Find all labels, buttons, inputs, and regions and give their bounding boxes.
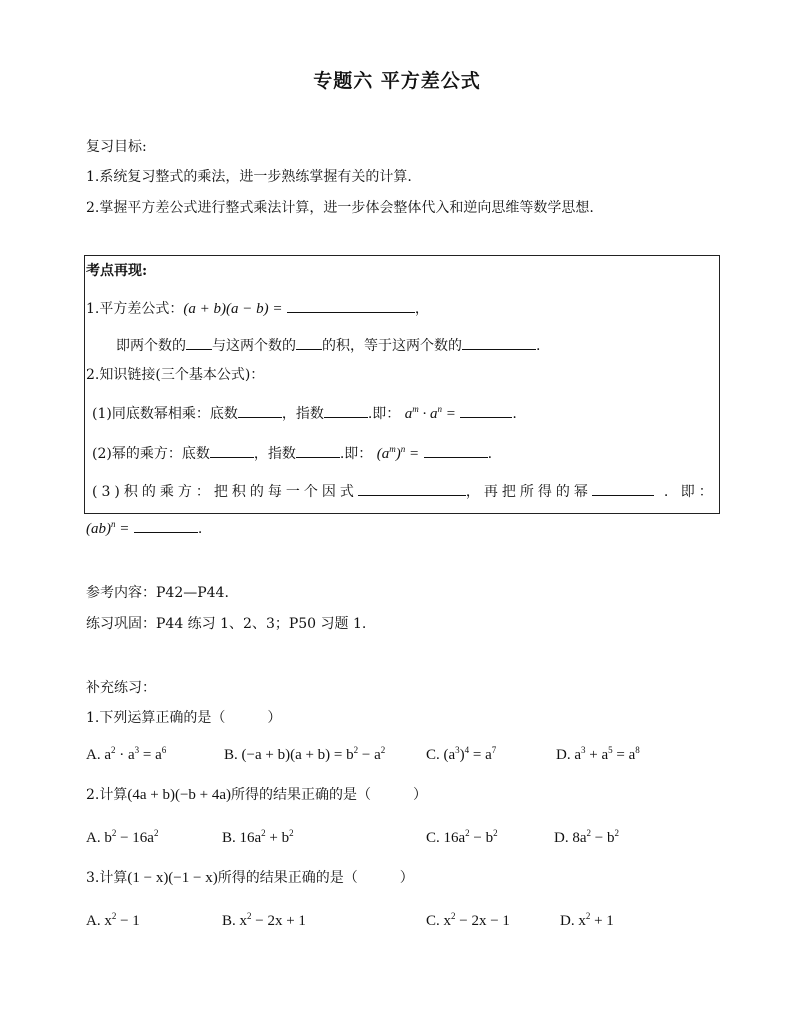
q1-option-a: A. $a^2 \cdot a^3 = a^6$ <box>86 745 167 763</box>
goals-heading: 复习目标: <box>86 139 147 155</box>
formula-label: 1.平方差公式： <box>86 301 184 317</box>
q2-option-a: A. $b^2 - 16a^2$ <box>86 828 159 846</box>
q3-stem-b: 所得的结果正确的是（ ） <box>217 870 414 886</box>
rule1-text-b: ，指数 <box>281 406 324 422</box>
q3-option-b: B. $x^2 - 2x + 1$ <box>222 911 306 929</box>
q2-stem-expression: (4a + b)(−b + 4a) <box>127 787 232 803</box>
q2-stem-a: 2.计算 <box>86 787 128 803</box>
explain-text-c: 的积，等于这两个数的 <box>322 338 462 354</box>
blank-rule1-result <box>460 403 512 418</box>
q1-option-d: D. $a^3 + a^5 = a^8$ <box>556 745 640 763</box>
q2-option-c: C. $16a^2 - b^2$ <box>426 828 498 846</box>
rule1-period: . <box>512 406 517 422</box>
explain-text-a: 即两个数的 <box>116 338 186 354</box>
rule3-text-b: ，再把所得的幂 <box>465 484 592 500</box>
explain-text-b: 与这两个数的 <box>212 338 296 354</box>
blank-explain-1 <box>186 335 212 350</box>
rule-1 <box>92 403 517 423</box>
goal-item-2: 2.掌握平方差公式进行整式乘法计算，进一步体会整体代入和逆向思维等数学思想. <box>86 200 594 216</box>
goal-item-1: 1.系统复习整式的乘法，进一步熟练掌握有关的计算. <box>86 169 412 185</box>
links-label: 2.知识链接(三个基本公式)： <box>86 367 265 383</box>
formula-line <box>86 298 429 318</box>
rule1-expression: $a^m \cdot a^n$ = <box>404 404 456 422</box>
blank-rule2-exp <box>296 443 340 458</box>
q3-stem-a: 3.计算 <box>86 870 128 886</box>
q3-stem-expression: (1 − x)(−1 − x) <box>127 870 218 886</box>
rule-2 <box>92 443 492 463</box>
rule3-period: . <box>197 521 203 537</box>
rule2-expression: $(a^m)^n$ = <box>376 444 420 462</box>
q1-option-b: B. $(-a + b)(a + b) = b^2 - a^2$ <box>224 745 386 763</box>
rule2-text-b: ，指数 <box>253 446 296 462</box>
review-heading: 考点再现: <box>86 263 148 279</box>
formula-expression: (a + b)(a − b) = <box>183 301 283 317</box>
blank-rule3-result <box>134 518 198 533</box>
blank-rule1-base <box>238 403 282 418</box>
key-points-box <box>84 255 720 514</box>
q3-option-c: C. $x^2 - 2x - 1$ <box>426 911 510 929</box>
reference-line: 参考内容：P42—P44. <box>86 585 229 601</box>
blank-rule2-base <box>210 443 254 458</box>
question-3-stem <box>86 869 414 887</box>
q3-option-a: A. $x^2 - 1$ <box>86 911 140 929</box>
blank-rule2-result <box>424 443 488 458</box>
blank-explain-2 <box>296 335 322 350</box>
rule1-text-a: (1)同底数幂相乘：底数 <box>92 406 238 422</box>
q2-option-d: D. $8a^2 - b^2$ <box>554 828 619 846</box>
blank-rule3-power <box>592 481 654 496</box>
rule-3 <box>92 481 717 501</box>
page-title: 专题六 平方差公式 <box>313 70 481 92</box>
blank-rule3-factor <box>358 481 466 496</box>
blank-rule1-exp <box>324 403 368 418</box>
q2-stem-b: 所得的结果正确的是（ ） <box>231 787 428 803</box>
rule-3-continued <box>86 518 202 538</box>
q3-option-d: D. $x^2 + 1$ <box>560 911 614 929</box>
blank-formula <box>287 298 415 313</box>
rule3-text-c: . 即： <box>663 484 717 500</box>
rule3-text-a: (3)积的乘方：把积的每一个因式 <box>92 484 358 500</box>
q1-option-c: C. $(a^3)^4 = a^7$ <box>426 745 497 763</box>
rule3-expression: (ab)$^n$ = <box>86 519 130 537</box>
rule2-text-c: .即： <box>339 446 373 462</box>
question-2-stem <box>86 786 427 804</box>
blank-explain-3 <box>462 335 536 350</box>
rule2-period: . <box>487 446 493 462</box>
question-1-stem: 1.下列运算正确的是（ ） <box>86 710 282 726</box>
explain-end: . <box>536 338 541 354</box>
rule1-text-c: .即： <box>367 406 401 422</box>
formula-explanation <box>116 335 540 355</box>
rule2-text-a: (2)幂的乘方：底数 <box>92 446 210 462</box>
q2-option-b: B. $16a^2 + b^2$ <box>222 828 294 846</box>
supplement-heading: 补充练习： <box>86 680 156 696</box>
practice-line: 练习巩固：P44 练习 1、2、3；P50 习题 1. <box>86 616 367 632</box>
formula-tail: ， <box>414 301 429 317</box>
